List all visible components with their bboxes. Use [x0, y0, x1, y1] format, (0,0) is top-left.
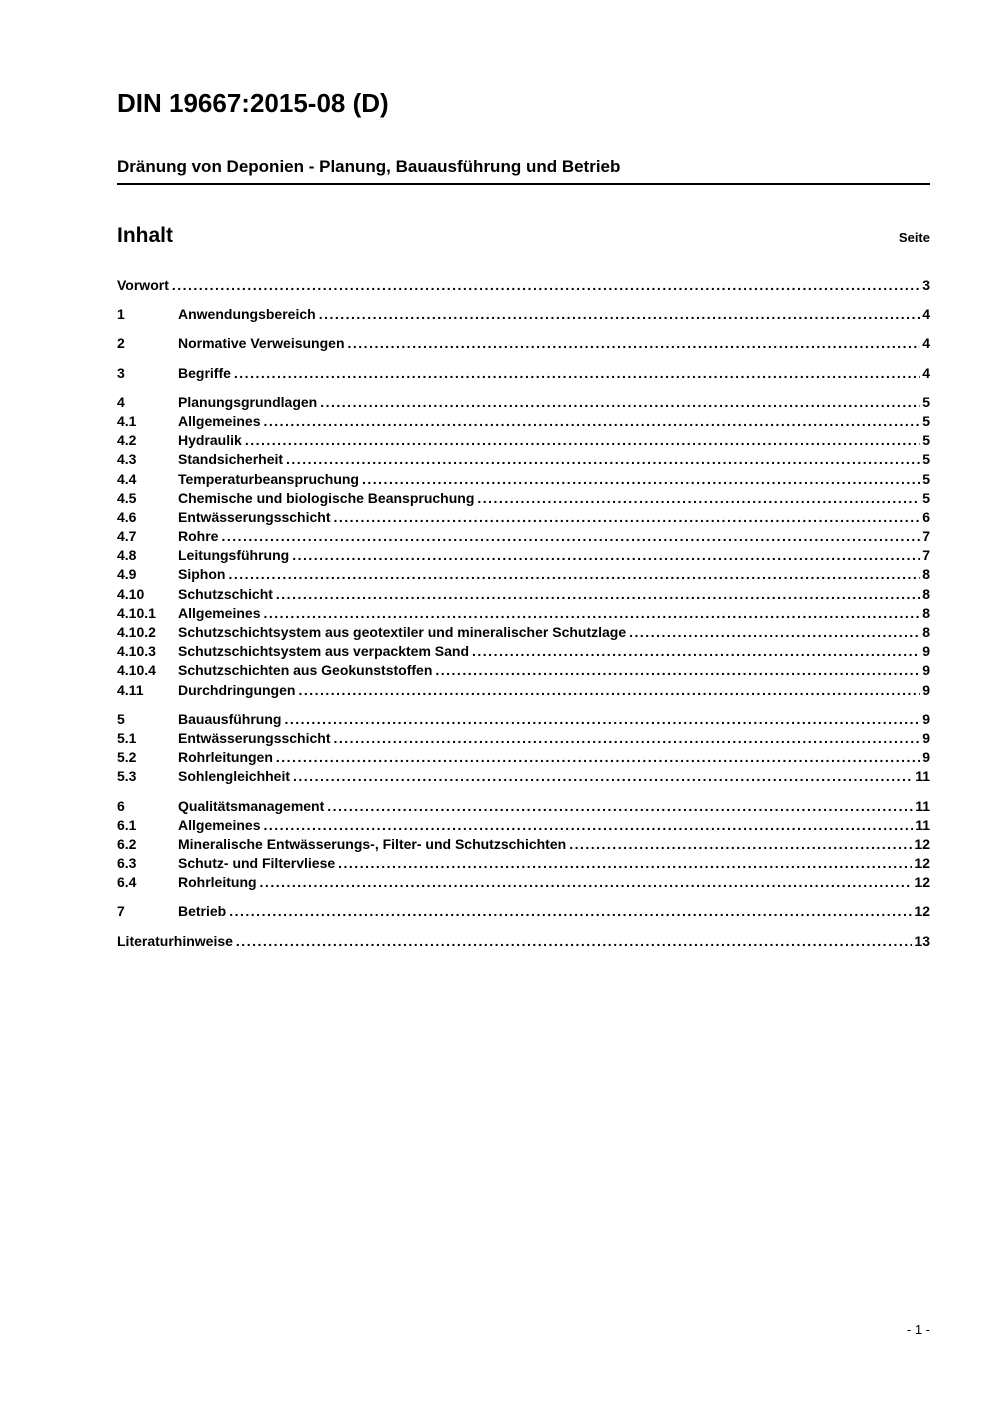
dot-leader: [348, 334, 921, 353]
toc-entry-page: 8: [922, 566, 930, 583]
toc-entry: [117, 508, 930, 527]
toc-entry: [117, 767, 930, 786]
dot-leader: [477, 489, 920, 508]
dot-leader: [338, 854, 912, 873]
toc-entry-number: 4.5: [117, 489, 137, 506]
toc-entry-title: Schutz- und Filtervliese: [178, 855, 336, 872]
toc-entry-page: 12: [914, 855, 930, 872]
toc-entry-page: 7: [922, 547, 930, 564]
toc-entry-page: 8: [922, 585, 930, 602]
toc-entry-number: 4.3: [117, 451, 137, 468]
dot-leader: [276, 748, 920, 767]
dot-leader: [236, 932, 913, 951]
dot-leader: [327, 797, 913, 816]
toc-entry: [117, 873, 930, 892]
document-number-heading: DIN 19667:2015-08 (D): [117, 88, 389, 118]
toc-entry-page: 3: [922, 277, 930, 293]
toc-entry: [117, 585, 930, 604]
toc-entry-page: 12: [914, 835, 930, 852]
toc-entry-page: 12: [914, 874, 930, 891]
toc-entry: [117, 835, 930, 854]
toc-entry-title: Rohre: [178, 528, 219, 545]
toc-entry-page: 12: [914, 903, 930, 920]
toc-entry-page: 11: [915, 797, 930, 814]
toc-entry-number: 5: [117, 710, 125, 727]
toc-entry-number: 4.6: [117, 508, 137, 525]
toc-entry-title: Mineralische Entwässerungs-, Filter- und Schutzschichten: [178, 835, 567, 852]
toc-entry: [117, 797, 930, 816]
toc-entry-number: 4.10.2: [117, 624, 156, 640]
toc-entry-number: 4.10.1: [117, 604, 156, 621]
toc-entry: [117, 470, 930, 489]
dot-leader: [298, 681, 920, 700]
toc-entry: [117, 623, 930, 642]
toc-entry-number: 6.4: [117, 874, 137, 891]
toc-entry-page: 8: [922, 624, 930, 640]
toc-entry-number: 2: [117, 335, 125, 352]
dot-leader: [292, 546, 920, 565]
toc-entry: [117, 489, 930, 508]
toc-entry-page: 5: [922, 470, 930, 487]
toc-entry-number: 4.8: [117, 547, 137, 564]
toc-entry: [117, 729, 930, 748]
toc-entry-page: 4: [922, 335, 930, 352]
page-column-heading: Seite: [898, 230, 930, 245]
toc-entry-title: Entwässerungsschicht: [178, 729, 331, 746]
toc-entry-page: 4: [922, 364, 930, 381]
toc-entry-title: Betrieb: [178, 903, 227, 920]
dot-leader: [228, 565, 920, 584]
toc-entry-title: Normative Verweisungen: [178, 335, 345, 352]
toc-entry: [117, 681, 930, 700]
dot-leader: [229, 902, 912, 921]
dot-leader: [569, 835, 912, 854]
toc-entry-page: 9: [922, 710, 930, 727]
toc-entry-title: Vorwort: [117, 277, 169, 293]
dot-leader: [234, 364, 920, 383]
toc-entry-page: 5: [922, 412, 930, 429]
toc-entry-title: Schutzschichtsystem aus verpacktem Sand: [178, 643, 470, 660]
toc-entry-page: 5: [922, 393, 930, 410]
toc-entry-title: Rohrleitungen: [178, 749, 273, 766]
toc-entry: [117, 661, 930, 680]
dot-leader: [172, 276, 920, 295]
dot-leader: [245, 431, 920, 450]
toc-entry: [117, 276, 930, 295]
toc-entry-page: 9: [922, 662, 930, 679]
toc-entry: [117, 334, 930, 353]
toc-entry-title: Schutzschichtsystem aus geotextiler und mineralischer Schutzlage: [178, 624, 627, 640]
document-title: Dränung von Deponien - Planung, Bauausführung und Betrieb: [117, 158, 930, 185]
toc-entry: [117, 932, 930, 951]
toc-entry-title: Temperaturbeanspruchung: [178, 470, 359, 487]
toc-entry: [117, 393, 930, 412]
toc-entry: [117, 431, 930, 450]
toc-entry-title: Standsicherheit: [178, 451, 284, 468]
toc-entry: [117, 364, 930, 383]
toc-entry-page: 9: [922, 681, 930, 698]
toc-entry-title: Begriffe: [178, 364, 231, 381]
toc-entry-title: Siphon: [178, 566, 226, 583]
toc-entry: [117, 748, 930, 767]
toc-entry-number: 5.1: [117, 729, 137, 746]
dot-leader: [263, 412, 920, 431]
footer-page-number: - 1 -: [906, 1322, 930, 1337]
toc-entry-page: 11: [915, 816, 930, 833]
toc-entry-title: Qualitätsmanagement: [178, 797, 325, 814]
toc-entry-title: Leitungsführung: [178, 547, 290, 564]
toc-entry-title: Sohlengleichheit: [178, 768, 291, 785]
toc-list: [117, 276, 930, 951]
toc-entry: [117, 527, 930, 546]
toc-entry-number: 7: [117, 903, 125, 920]
toc-entry-number: 6.3: [117, 855, 137, 872]
toc-entry-title: Allgemeines: [178, 816, 261, 833]
toc-entry-title: Allgemeines: [178, 604, 261, 621]
toc-header: [117, 225, 930, 246]
toc-entry: [117, 642, 930, 661]
toc-entry: [117, 412, 930, 431]
toc-entry: [117, 604, 930, 623]
dot-leader: [334, 729, 921, 748]
toc-entry-number: 4.4: [117, 470, 137, 487]
page-content: [117, 0, 930, 951]
toc-entry-number: 6: [117, 797, 125, 814]
dot-leader: [263, 604, 920, 623]
toc-entry-title: Schutzschichten aus Geokunststoffen: [178, 662, 433, 679]
toc-entry-title: Literaturhinweise: [117, 932, 233, 949]
toc-entry: [117, 816, 930, 835]
toc-entry-page: 8: [922, 604, 930, 621]
toc-entry-page: 5: [922, 451, 930, 468]
dot-leader: [629, 623, 920, 642]
dot-leader: [319, 305, 921, 324]
toc-entry-number: 6.2: [117, 835, 137, 852]
dot-leader: [276, 585, 920, 604]
toc-entry-number: 4.10: [117, 585, 145, 602]
toc-entry-number: 1: [117, 306, 125, 323]
toc-entry: [117, 305, 930, 324]
dot-leader: [221, 527, 920, 546]
dot-leader: [284, 710, 920, 729]
toc-entry-number: 4.1: [117, 412, 137, 429]
toc-entry-title: Planungsgrundlagen: [178, 393, 318, 410]
toc-entry-page: 5: [922, 432, 930, 449]
toc-entry-title: Entwässerungsschicht: [178, 508, 331, 525]
toc-entry-page: 13: [914, 932, 930, 949]
toc-entry-number: 4.7: [117, 528, 137, 545]
dot-leader: [334, 508, 921, 527]
toc-entry-number: 6.1: [117, 816, 137, 833]
toc-entry-number: 4.2: [117, 432, 137, 449]
dot-leader: [293, 767, 913, 786]
dot-leader: [263, 816, 913, 835]
toc-entry-number: 4.9: [117, 566, 137, 583]
dot-leader: [362, 470, 920, 489]
toc-entry: [117, 854, 930, 873]
toc-entry-number: 3: [117, 364, 125, 381]
dot-leader: [320, 393, 920, 412]
toc-entry: [117, 902, 930, 921]
toc-entry-title: Allgemeines: [178, 412, 261, 429]
toc-entry-number: 5.3: [117, 768, 137, 785]
dot-leader: [286, 450, 920, 469]
toc-entry-page: 5: [922, 489, 930, 506]
toc-entry-title: Hydraulik: [178, 432, 242, 449]
toc-entry-page: 6: [922, 508, 930, 525]
toc-entry-page: 7: [922, 528, 930, 545]
toc-entry-title: Rohrleitung: [178, 874, 257, 891]
dot-leader: [260, 873, 913, 892]
toc-entry-page: 4: [922, 306, 930, 323]
toc-entry: [117, 565, 930, 584]
toc-entry-page: 9: [922, 729, 930, 746]
toc-entry-page: 9: [922, 749, 930, 766]
toc-entry-page: 9: [922, 643, 930, 660]
toc-entry: [117, 546, 930, 565]
toc-entry-page: 11: [915, 768, 930, 785]
toc-heading: Inhalt: [117, 224, 173, 247]
toc-entry-title: Anwendungsbereich: [178, 306, 316, 323]
toc-entry-number: 4.10.4: [117, 662, 156, 679]
toc-entry-number: 5.2: [117, 749, 137, 766]
toc-entry-title: Chemische und biologische Beanspruchung: [178, 489, 475, 506]
toc-entry-number: 4.11: [117, 681, 144, 698]
toc-entry: [117, 710, 930, 729]
dot-leader: [472, 642, 920, 661]
toc-entry: [117, 450, 930, 469]
toc-entry-number: 4.10.3: [117, 643, 156, 660]
toc-entry-title: Durchdringungen: [178, 681, 296, 698]
toc-entry-title: Bauausführung: [178, 710, 282, 727]
toc-entry-title: Schutzschicht: [178, 585, 273, 602]
dot-leader: [435, 661, 920, 680]
toc-entry-number: 4: [117, 393, 125, 410]
